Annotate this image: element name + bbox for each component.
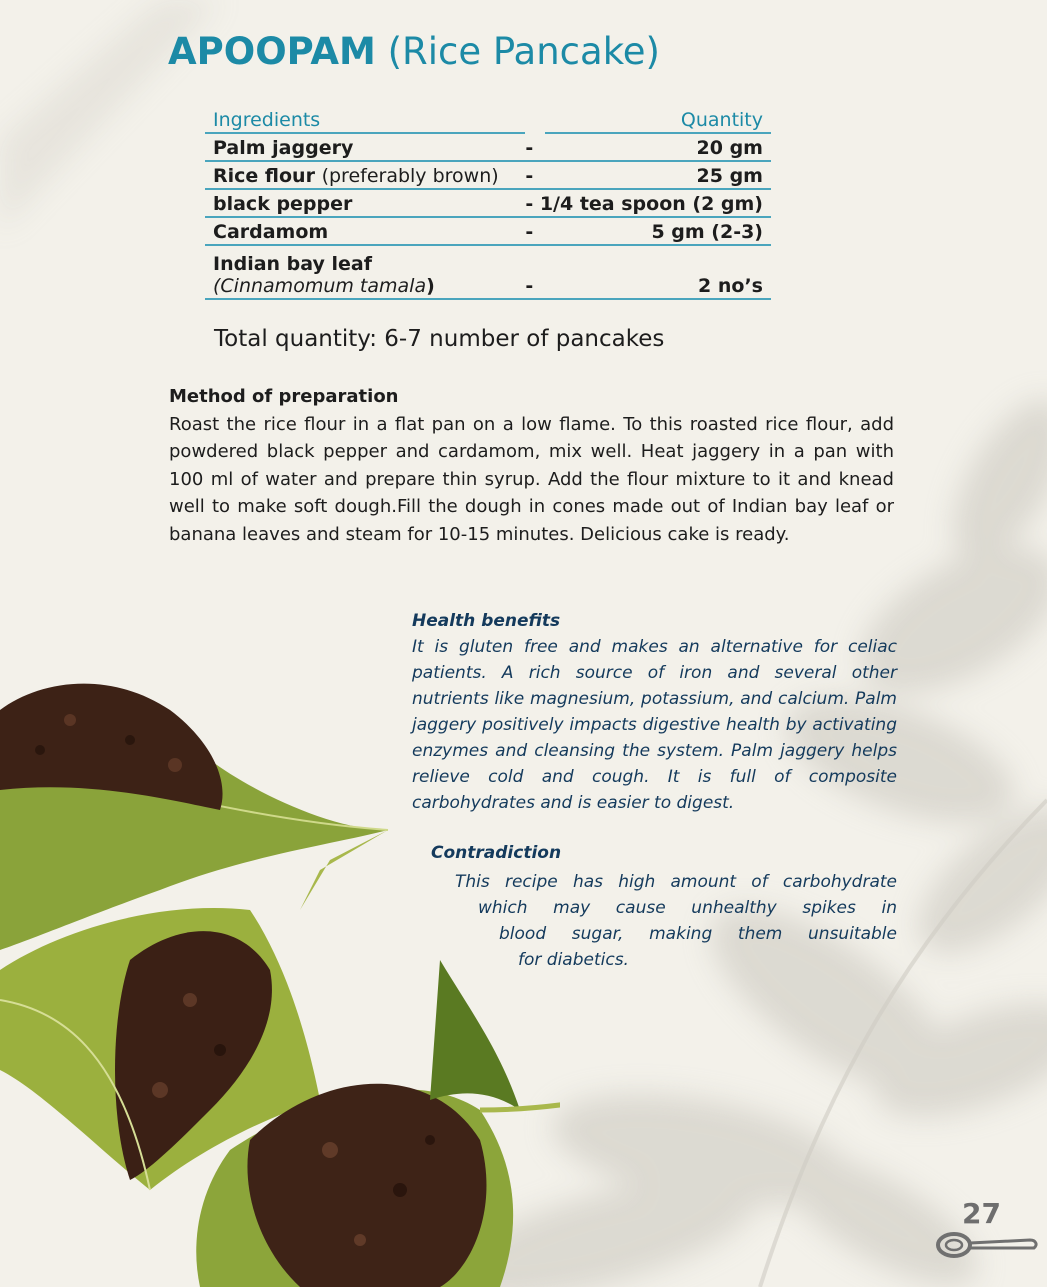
title-sub: (Rice Pancake) xyxy=(387,30,660,73)
table-header-row xyxy=(205,106,771,133)
ingredient-name: Palm jaggery xyxy=(205,133,525,161)
ingredient-dash: - xyxy=(525,245,545,299)
table-row xyxy=(205,133,771,161)
method-heading: Method of preparation xyxy=(169,386,399,407)
table-row xyxy=(205,217,771,245)
ingredient-name: Cardamom xyxy=(205,217,525,245)
health-benefits-heading: Health benefits xyxy=(412,611,561,631)
total-quantity: Total quantity: 6-7 number of pancakes xyxy=(214,326,665,352)
ingredient-note: (preferably brown) xyxy=(321,165,499,187)
page-number: 27 xyxy=(962,1197,1001,1230)
ingredient-qty: 5 gm (2-3) xyxy=(545,217,771,245)
spoon-icon xyxy=(934,1228,1040,1262)
table-row xyxy=(205,161,771,189)
ingredient-dash: - xyxy=(525,161,545,189)
ingredient-qty: 25 gm xyxy=(545,161,771,189)
ingredient-name xyxy=(205,161,525,189)
ingredients-header: Ingredients xyxy=(205,106,525,133)
title-main: APOOPAM xyxy=(168,30,376,73)
ingredients-table xyxy=(205,106,771,300)
ingredient-name-text: Indian bay leaf xyxy=(213,253,372,275)
contradiction-line: blood sugar, making them unsuitable xyxy=(499,924,897,944)
ingredient-dash: - xyxy=(525,133,545,161)
health-benefits-text: It is gluten free and makes an alternative for celiac patients. A rich source of iron and several other nutrients like magnesium, potassium, and calcium. Palm jaggery positively impacts digestive health by activating enzymes and cleansing the system. Palm jaggery helps relieve cold and cough. It is full of composite carbohydrates and is easier to digest. xyxy=(412,637,897,813)
header-spacer xyxy=(525,106,545,133)
ingredient-name-text: Rice flour xyxy=(213,165,315,187)
contradiction-line: This recipe has high amount of carbohydrate xyxy=(455,872,897,892)
quantity-header: Quantity xyxy=(545,106,771,133)
ingredient-dash: - xyxy=(525,217,545,245)
ingredient-qty: 2 no’s xyxy=(545,245,771,299)
table-row xyxy=(205,189,771,217)
ingredient-name: black pepper xyxy=(205,189,525,217)
table-row xyxy=(205,245,771,299)
contradiction-line: which may cause unhealthy spikes in xyxy=(478,898,897,918)
ingredient-qty: 20 gm xyxy=(545,133,771,161)
ingredient-scientific-name: (Cinnamomum tamala) xyxy=(213,275,435,297)
page-title xyxy=(168,30,660,74)
ingredient-qty: - 1/4 tea spoon (2 gm) xyxy=(525,189,771,217)
method-text: Roast the rice flour in a flat pan on a low flame. To this roasted rice flour, add powdered black pepper and cardamom, mix well. Heat jaggery in a pan with 100 ml of water and prepare thin syrup. Add the flour mixture to it and knead well to make soft dough.Fill the dough in cones made out of Indian bay leaf or banana leaves and steam for 10-15 minutes. Delicious cake is ready. xyxy=(169,414,894,545)
contradiction-line: for diabetics. xyxy=(518,950,629,970)
contradiction-heading: Contradiction xyxy=(431,843,562,863)
ingredient-name xyxy=(205,245,525,299)
